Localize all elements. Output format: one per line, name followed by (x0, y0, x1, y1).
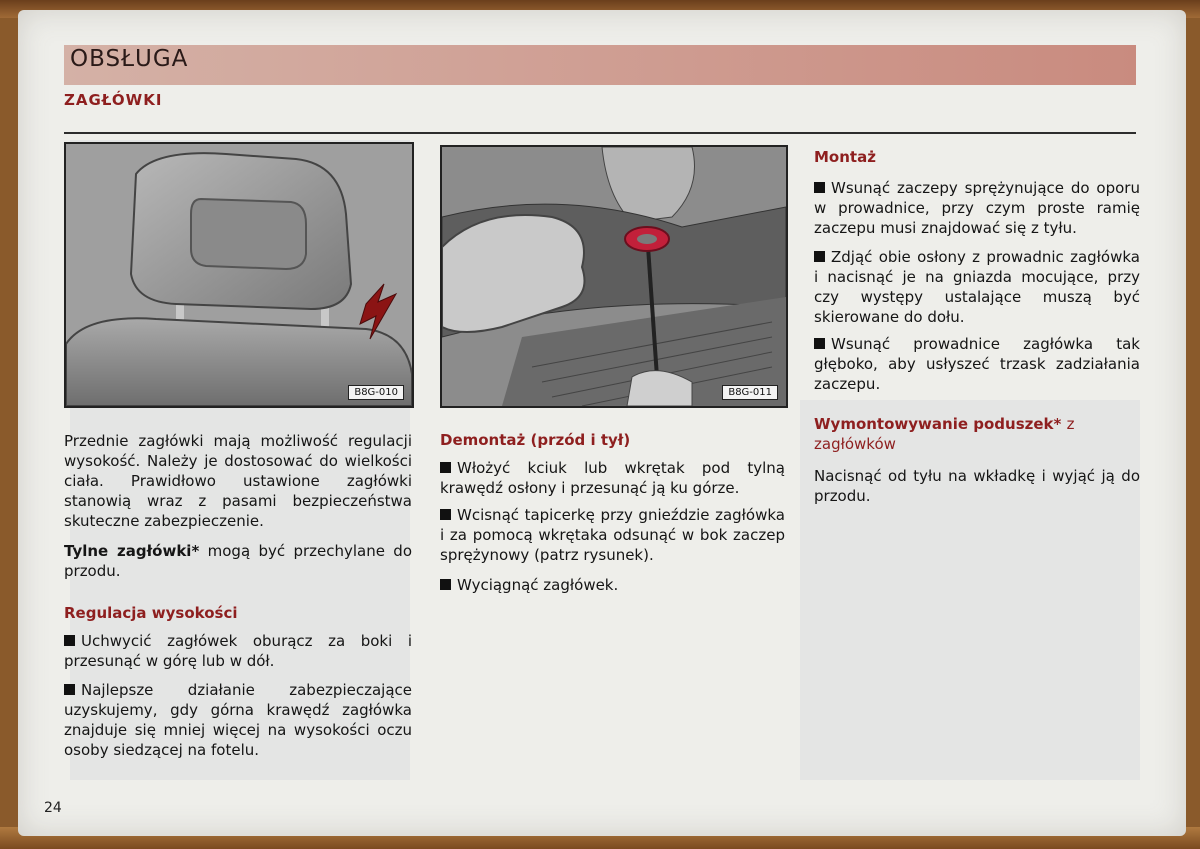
rear-headrest-text: mogą być przechylane do przodu. (64, 542, 412, 580)
list-item-text: Zdjąć obie osłony z prowadnic zagłówka i nacisnąć je na gniazda mocujące, przy czy występy ustalające muszą być skierowane do dołu. (814, 248, 1140, 326)
list-item (440, 458, 785, 498)
bullet-icon (64, 635, 75, 646)
bullet-icon (440, 462, 451, 473)
removal-illustration (442, 147, 786, 406)
list-item-text: Wsunąć prowadnice zagłówka tak głęboko, aby usłyszeć trzask zadziałania zaczepu. (814, 335, 1140, 393)
list-item (440, 505, 785, 565)
section-title: ZAGŁÓWKI (64, 91, 163, 109)
list-item-text: Uchwycić zagłówek oburącz za boki i przesunąć w górę lub w dół. (64, 632, 412, 670)
list-item (64, 631, 412, 671)
figure-headrest-removal (440, 145, 788, 408)
figure-headrest (64, 142, 414, 408)
bullet-icon (64, 684, 75, 695)
list-item (814, 247, 1140, 327)
bullet-icon (814, 338, 825, 349)
list-item (814, 334, 1140, 394)
figure-label: B8G-011 (722, 385, 778, 400)
bullet-icon (440, 579, 451, 590)
bleed-through-right (800, 400, 1140, 780)
list-item-text: Włożyć kciuk lub wkrętak pod tylną krawędź osłony i przesunąć ją ku górze. (440, 459, 785, 497)
page-number: 24 (44, 800, 62, 816)
cushion-removal-heading (814, 414, 1140, 454)
rear-headrest-term: Tylne zagłówki* (64, 542, 200, 560)
list-item-text: Wyciągnąć zagłówek. (457, 576, 619, 594)
list-item (440, 575, 785, 595)
intro-paragraph: Przednie zagłówki mają możliwość regulacji wysokość. Należy je dostosować do wielkości ciała. Prawidłowo ustawione zagłówki stanowią wraz z pasami bezpieczeństwa skuteczne zabezpieczenie. (64, 432, 412, 530)
cushion-removal-heading-rest: z zagłówków (814, 415, 1075, 453)
cushion-removal-heading-bold: Wymontowywanie poduszek* (814, 415, 1062, 433)
list-item (814, 178, 1140, 238)
page-title: OBSŁUGA (70, 46, 189, 72)
header-bar (64, 45, 1136, 85)
headrest-illustration (66, 144, 412, 406)
figure-label: B8G-010 (348, 385, 404, 400)
height-adjustment-heading: Regulacja wysokości (64, 604, 238, 622)
bullet-icon (814, 182, 825, 193)
list-item-text: Wsunąć zaczepy sprężynujące do oporu w prowadnice, przy czym proste ramię zaczepu musi znajdować się z tyłu. (814, 179, 1140, 237)
installation-heading: Montaż (814, 148, 876, 166)
rear-headrest-paragraph (64, 541, 412, 581)
list-item-text: Najlepsze działanie zabezpieczające uzyskujemy, gdy górna krawędź zagłówka znajduje się mniej więcej na wysokości oczu osoby siedzącej na fotelu. (64, 681, 412, 759)
removal-heading: Demontaż (przód i tył) (440, 431, 631, 449)
list-item (64, 680, 412, 760)
bullet-icon (814, 251, 825, 262)
bullet-icon (440, 509, 451, 520)
cushion-removal-paragraph: Nacisnąć od tyłu na wkładkę i wyjąć ją do przodu. (814, 467, 1140, 505)
section-divider (64, 132, 1136, 134)
list-item-text: Wcisnąć tapicerkę przy gnieździe zagłówka i za pomocą wkrętaka odsunąć w bok zaczep sprężynowy (patrz rysunek). (440, 506, 785, 564)
